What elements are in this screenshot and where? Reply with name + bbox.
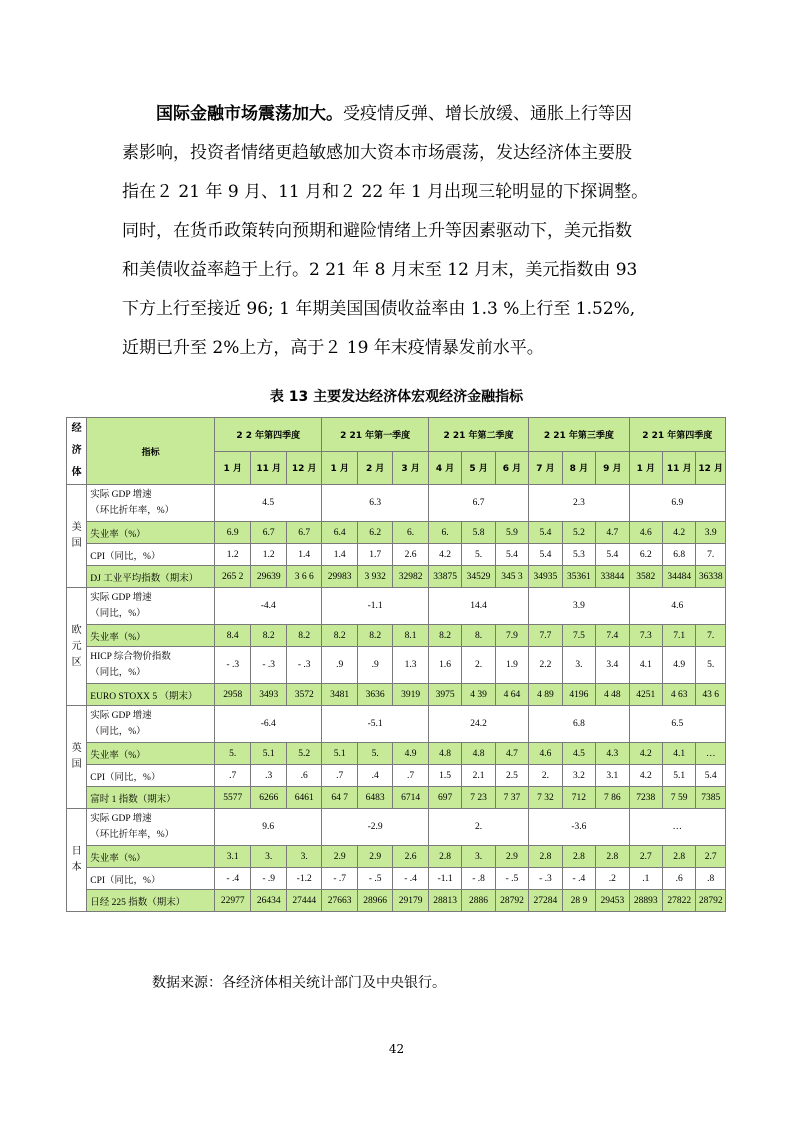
cell-value: - .3 — [529, 868, 562, 890]
data-source-note: 数据来源：各经济体相关统计部门及中央银行。 — [152, 975, 446, 991]
cell-value: 3. — [562, 647, 595, 684]
cell-value: 7.9 — [495, 625, 528, 647]
cell-value: 4.8 — [462, 743, 495, 765]
cell-value: 3 6 6 — [286, 566, 321, 588]
cell-value: 64 7 — [322, 787, 357, 809]
cell-value: - .3 — [215, 647, 251, 684]
cell-value: 4.2 — [629, 743, 662, 765]
economy-name — [67, 485, 87, 588]
cell-value: 3. — [462, 846, 495, 868]
indicator-label: CPI（同比，%） — [87, 868, 215, 890]
cell-value: 28813 — [428, 890, 461, 912]
cell-value: 4 39 — [462, 684, 495, 706]
indicator-row — [67, 684, 726, 706]
month-header: 4 月 — [428, 451, 461, 485]
cell-value: 3636 — [357, 684, 392, 706]
cell-value: 3582 — [629, 566, 662, 588]
cell-value: 27663 — [322, 890, 357, 912]
cell-value: 7.1 — [663, 625, 696, 647]
cell-value: 7. — [696, 544, 726, 566]
indicator-row — [67, 846, 726, 868]
cell-value: 697 — [428, 787, 461, 809]
cell-value: 7 86 — [596, 787, 629, 809]
cell-value: 3.1 — [215, 846, 251, 868]
cell-value: - .9 — [251, 868, 286, 890]
gdp-value: 3.9 — [529, 588, 629, 625]
cell-value: 2.6 — [393, 544, 428, 566]
gdp-value: 6.5 — [629, 706, 725, 743]
cell-value: 4196 — [562, 684, 595, 706]
cell-value: 2958 — [215, 684, 251, 706]
month-header: 6 月 — [495, 451, 528, 485]
month-header: 1 月 — [322, 451, 357, 485]
cell-value: 28792 — [696, 890, 726, 912]
cell-value: .1 — [629, 868, 662, 890]
cell-value: 4.6 — [529, 743, 562, 765]
cell-value: 7385 — [696, 787, 726, 809]
cell-value: 2.9 — [322, 846, 357, 868]
gdp-row — [67, 485, 726, 522]
cell-value: 8.4 — [215, 625, 251, 647]
cell-value: 8.1 — [393, 625, 428, 647]
cell-value: 5. — [357, 743, 392, 765]
indicator-label-line: （环比折年率，%） — [90, 506, 175, 516]
month-header: 12 月 — [696, 451, 726, 485]
economy-name — [67, 706, 87, 809]
cell-value: 7 32 — [529, 787, 562, 809]
indicator-row — [67, 566, 726, 588]
char: 本 — [71, 862, 82, 873]
cell-value: 6.2 — [629, 544, 662, 566]
indicator-row — [67, 544, 726, 566]
cell-value: … — [696, 743, 726, 765]
cell-value: 35361 — [562, 566, 595, 588]
char: 国 — [71, 538, 82, 549]
cell-value: - .4 — [393, 868, 428, 890]
cell-value: 5.4 — [696, 765, 726, 787]
indicator-label — [87, 485, 215, 522]
cell-value: .8 — [696, 868, 726, 890]
char: 国 — [71, 759, 82, 770]
cell-value: 6461 — [286, 787, 321, 809]
gdp-value: 4.5 — [215, 485, 322, 522]
cell-value: 2.8 — [562, 846, 595, 868]
cell-value: 3.9 — [696, 522, 726, 544]
cell-value: 5.4 — [596, 544, 629, 566]
cell-value: 3.4 — [596, 647, 629, 684]
gdp-value: 6.7 — [428, 485, 528, 522]
paragraph-line: 指在２ 21 年 9 月、11 月和２ 22 年 1 月出现三轮明显的下探调整。 — [122, 182, 649, 202]
cell-value: 3919 — [393, 684, 428, 706]
month-header: 12 月 — [286, 451, 321, 485]
cell-value: 4.6 — [629, 522, 662, 544]
cell-value: 6.2 — [357, 522, 392, 544]
cell-value: 6. — [428, 522, 461, 544]
cell-value: 1.4 — [322, 544, 357, 566]
cell-value: 5.1 — [322, 743, 357, 765]
gdp-value: 14.4 — [428, 588, 528, 625]
char: 英 — [71, 743, 82, 754]
cell-value: .2 — [596, 868, 629, 890]
cell-value: .7 — [215, 765, 251, 787]
cell-value: 32982 — [393, 566, 428, 588]
cell-value: 7.4 — [596, 625, 629, 647]
page-number: 42 — [388, 1042, 405, 1056]
cell-value: 33875 — [428, 566, 461, 588]
month-header: 11 月 — [251, 451, 286, 485]
cell-value: 7.5 — [562, 625, 595, 647]
indicator-label: 日经 225 指数（期末） — [87, 890, 215, 912]
cell-value: 28966 — [357, 890, 392, 912]
cell-value: 4.7 — [495, 743, 528, 765]
gdp-value: 24.2 — [428, 706, 528, 743]
cell-value: 4.3 — [596, 743, 629, 765]
cell-value: - .3 — [286, 647, 321, 684]
month-header: 3 月 — [393, 451, 428, 485]
indicator-label: 失业率（%） — [87, 846, 215, 868]
cell-value: 3 932 — [357, 566, 392, 588]
cell-value: 3. — [286, 846, 321, 868]
indicator-label: 失业率（%） — [87, 743, 215, 765]
cell-value: 34935 — [529, 566, 562, 588]
cell-value: 712 — [562, 787, 595, 809]
cell-value: 4 63 — [663, 684, 696, 706]
gdp-value: 6.9 — [629, 485, 725, 522]
indicator-row — [67, 890, 726, 912]
cell-value: 2.7 — [629, 846, 662, 868]
intro-paragraph — [122, 95, 682, 368]
indicator-label: 失业率（%） — [87, 522, 215, 544]
cell-value: 1.7 — [357, 544, 392, 566]
table-caption: 表 13 主要发达经济体宏观经济金融指标 — [269, 389, 524, 405]
gdp-value: -2.9 — [322, 809, 428, 846]
cell-value: 5.3 — [562, 544, 595, 566]
cell-value: 345 3 — [495, 566, 528, 588]
cell-value: 4.1 — [663, 743, 696, 765]
indicator-row — [67, 868, 726, 890]
cell-value: 265 2 — [215, 566, 251, 588]
cell-value: 5.1 — [663, 765, 696, 787]
indicator-label: CPI（同比，%） — [87, 765, 215, 787]
cell-value: 6714 — [393, 787, 428, 809]
month-header: 2 月 — [357, 451, 392, 485]
month-header: 11 月 — [663, 451, 696, 485]
indicator-label: DJ 工业平均指数（期末） — [87, 566, 215, 588]
cell-value: 29639 — [251, 566, 286, 588]
indicator-label: 失业率（%） — [87, 625, 215, 647]
cell-value: 2.6 — [393, 846, 428, 868]
cell-value: .6 — [663, 868, 696, 890]
cell-value: 2.9 — [495, 846, 528, 868]
paragraph-line: 素影响，投资者情绪更趋敏感加大资本市场震荡，发达经济体主要股 — [122, 143, 632, 163]
cell-value: 4 48 — [596, 684, 629, 706]
cell-value: .7 — [322, 765, 357, 787]
quarter-header: 2 21 年第一季度 — [322, 418, 428, 452]
char: 欧 — [71, 624, 82, 636]
cell-value: 6.7 — [286, 522, 321, 544]
cell-value: 3. — [251, 846, 286, 868]
cell-value: -1.1 — [428, 868, 461, 890]
gdp-row — [67, 706, 726, 743]
cell-value: 7.7 — [529, 625, 562, 647]
cell-value: 28 9 — [562, 890, 595, 912]
economy-header — [67, 418, 87, 485]
cell-value: 2.7 — [696, 846, 726, 868]
cell-value: 3.2 — [562, 765, 595, 787]
cell-value: - .8 — [462, 868, 495, 890]
cell-value: 28792 — [495, 890, 528, 912]
char: 体 — [71, 467, 82, 478]
gdp-value: 9.6 — [215, 809, 322, 846]
gdp-value: 2.3 — [529, 485, 629, 522]
gdp-value: 6.8 — [529, 706, 629, 743]
cell-value: 2. — [529, 765, 562, 787]
cell-value: 6.4 — [322, 522, 357, 544]
cell-value: .3 — [251, 765, 286, 787]
cell-value: 2.8 — [596, 846, 629, 868]
cell-value: 5. — [696, 647, 726, 684]
cell-value: 7.3 — [629, 625, 662, 647]
cell-value: 5.2 — [286, 743, 321, 765]
indicator-header: 指标 — [87, 418, 215, 485]
cell-value: - .5 — [357, 868, 392, 890]
cell-value: 4.7 — [596, 522, 629, 544]
cell-value: 27822 — [663, 890, 696, 912]
cell-value: 1.9 — [495, 647, 528, 684]
cell-value: 1.2 — [215, 544, 251, 566]
gdp-value: 4.6 — [629, 588, 725, 625]
cell-value: 8.2 — [251, 625, 286, 647]
indicator-row — [67, 522, 726, 544]
cell-value: 4.1 — [629, 647, 662, 684]
cell-value: 5. — [215, 743, 251, 765]
cell-value: 6.9 — [215, 522, 251, 544]
cell-value: 4.2 — [663, 522, 696, 544]
quarter-header: 2 21 年第三季度 — [529, 418, 629, 452]
cell-value: 2.9 — [357, 846, 392, 868]
cell-value: 8. — [462, 625, 495, 647]
cell-value: 8.2 — [322, 625, 357, 647]
indicator-row — [67, 743, 726, 765]
cell-value: 4.5 — [562, 743, 595, 765]
indicator-label-line: 实际 GDP 增速 — [90, 490, 152, 500]
economy-name — [67, 809, 87, 912]
paragraph-line: 近期已升至 2%上方，高于２ 19 年末疫情暴发前水平。 — [122, 338, 544, 358]
char: 美 — [71, 522, 82, 533]
gdp-value: 2. — [428, 809, 528, 846]
indicator-label — [87, 809, 215, 846]
cell-value: 2.8 — [529, 846, 562, 868]
cell-value: -1.2 — [286, 868, 321, 890]
quarter-header: 2 21 年第二季度 — [428, 418, 528, 452]
cell-value: 4.9 — [663, 647, 696, 684]
cell-value: 6483 — [357, 787, 392, 809]
table-header-row — [67, 418, 726, 452]
cell-value: - .4 — [215, 868, 251, 890]
month-header: 7 月 — [529, 451, 562, 485]
cell-value: 3572 — [286, 684, 321, 706]
cell-value: .7 — [393, 765, 428, 787]
indicator-label-line: （环比折年率，%） — [90, 830, 175, 840]
cell-value: 1.3 — [393, 647, 428, 684]
cell-value: 5.2 — [562, 522, 595, 544]
paragraph-lead: 国际金融市场震荡加大。 — [156, 104, 343, 124]
cell-value: 22977 — [215, 890, 251, 912]
gdp-row — [67, 809, 726, 846]
gdp-value: -4.4 — [215, 588, 322, 625]
cell-value: 4.2 — [629, 765, 662, 787]
cell-value: 34529 — [462, 566, 495, 588]
cell-value: 3481 — [322, 684, 357, 706]
month-header: 1 月 — [629, 451, 662, 485]
paragraph-line: 国际金融市场震荡加大。受疫情反弹、增长放缓、通胀上行等因 — [156, 104, 632, 124]
cell-value: 3493 — [251, 684, 286, 706]
cell-value: 29179 — [393, 890, 428, 912]
cell-value: 5.4 — [495, 544, 528, 566]
gdp-value: -3.6 — [529, 809, 629, 846]
cell-value: 2.5 — [495, 765, 528, 787]
month-header: 5 月 — [462, 451, 495, 485]
economy-name — [67, 588, 87, 706]
gdp-value: … — [629, 809, 725, 846]
cell-value: 3.1 — [596, 765, 629, 787]
cell-value: 29983 — [322, 566, 357, 588]
cell-value: .4 — [357, 765, 392, 787]
cell-value: 7. — [696, 625, 726, 647]
char: 济 — [71, 445, 82, 456]
cell-value: 33844 — [596, 566, 629, 588]
cell-value: .9 — [357, 647, 392, 684]
indicator-row — [67, 625, 726, 647]
indicator-label: CPI（同比，%） — [87, 544, 215, 566]
cell-value: 2.2 — [529, 647, 562, 684]
indicator-row — [67, 647, 726, 684]
macro-indicators-table — [66, 417, 726, 912]
cell-value: 26434 — [251, 890, 286, 912]
indicator-label-line: 实际 GDP 增速 — [90, 814, 152, 824]
cell-value: 2.8 — [663, 846, 696, 868]
indicator-label: HICP 综合物价指数 （同比，%） — [87, 647, 215, 684]
cell-value: 5.8 — [462, 522, 495, 544]
cell-value: 27284 — [529, 890, 562, 912]
cell-value: 4251 — [629, 684, 662, 706]
cell-value: 1.5 — [428, 765, 461, 787]
cell-value: - .7 — [322, 868, 357, 890]
cell-value: 36338 — [696, 566, 726, 588]
cell-value: 1.2 — [251, 544, 286, 566]
cell-value: 1.6 — [428, 647, 461, 684]
indicator-label: EURO STOXX 5 （期末） — [87, 684, 215, 706]
cell-value: 7238 — [629, 787, 662, 809]
cell-value: 1.4 — [286, 544, 321, 566]
month-header: 9 月 — [596, 451, 629, 485]
cell-value: 6266 — [251, 787, 286, 809]
char: 日 — [71, 846, 82, 857]
cell-value: 43 6 — [696, 684, 726, 706]
cell-value: 5. — [462, 544, 495, 566]
indicator-label: 富时 1 指数（期末） — [87, 787, 215, 809]
cell-value: 7 37 — [495, 787, 528, 809]
cell-value: 5.4 — [529, 544, 562, 566]
cell-value: 5577 — [215, 787, 251, 809]
month-header: 8 月 — [562, 451, 595, 485]
cell-value: 4 89 — [529, 684, 562, 706]
gdp-value: -6.4 — [215, 706, 322, 743]
cell-value: 2.1 — [462, 765, 495, 787]
cell-value: - .3 — [251, 647, 286, 684]
indicator-label — [87, 588, 215, 625]
cell-value: 29453 — [596, 890, 629, 912]
paragraph-line: 和美债收益率趋于上行。2 21 年 8 月末至 12 月末，美元指数由 93 — [122, 260, 638, 280]
indicator-label-line: 实际 GDP 增速 — [90, 711, 152, 721]
indicator-label-line: （同比，%） — [90, 609, 146, 619]
gdp-value: -1.1 — [322, 588, 428, 625]
cell-value: 4.8 — [428, 743, 461, 765]
cell-value: 7 59 — [663, 787, 696, 809]
cell-value: 2.8 — [428, 846, 461, 868]
cell-value: 4.9 — [393, 743, 428, 765]
indicator-label-line: （同比，%） — [90, 727, 146, 737]
cell-value: 5.1 — [251, 743, 286, 765]
cell-value: 7 23 — [462, 787, 495, 809]
cell-value: 28893 — [629, 890, 662, 912]
paragraph-line: 下方上行至接近 96; 1 年期美国国债收益率由 1.3 %上行至 1.52%, — [122, 299, 636, 319]
gdp-value: 6.3 — [322, 485, 428, 522]
cell-value: 27444 — [286, 890, 321, 912]
char: 经 — [71, 423, 82, 434]
cell-value: 8.2 — [357, 625, 392, 647]
cell-value: - .5 — [495, 868, 528, 890]
cell-value: 6. — [393, 522, 428, 544]
indicator-row — [67, 787, 726, 809]
cell-value: 4 64 — [495, 684, 528, 706]
cell-value: 8.2 — [428, 625, 461, 647]
indicator-label-line: 实际 GDP 增速 — [90, 593, 152, 603]
gdp-value: -5.1 — [322, 706, 428, 743]
quarter-header: 2 2 年第四季度 — [215, 418, 322, 452]
cell-value: 3975 — [428, 684, 461, 706]
cell-value: 4.2 — [428, 544, 461, 566]
char: 元 — [71, 640, 82, 652]
indicator-label — [87, 706, 215, 743]
quarter-header: 2 21 年第四季度 — [629, 418, 725, 452]
gdp-row — [67, 588, 726, 625]
cell-value: 6.8 — [663, 544, 696, 566]
indicator-row — [67, 765, 726, 787]
cell-value: - .4 — [562, 868, 595, 890]
cell-value: 34484 — [663, 566, 696, 588]
cell-value: 2. — [462, 647, 495, 684]
cell-value: 6.7 — [251, 522, 286, 544]
cell-value: .9 — [322, 647, 357, 684]
char: 区 — [71, 656, 82, 668]
cell-value: 8.2 — [286, 625, 321, 647]
cell-value: 5.9 — [495, 522, 528, 544]
month-header: 1 月 — [215, 451, 251, 485]
cell-value: 2886 — [462, 890, 495, 912]
paragraph-line: 同时，在货币政策转向预期和避险情绪上升等因素驱动下，美元指数 — [122, 221, 632, 241]
cell-value: .6 — [286, 765, 321, 787]
cell-value: 5.4 — [529, 522, 562, 544]
